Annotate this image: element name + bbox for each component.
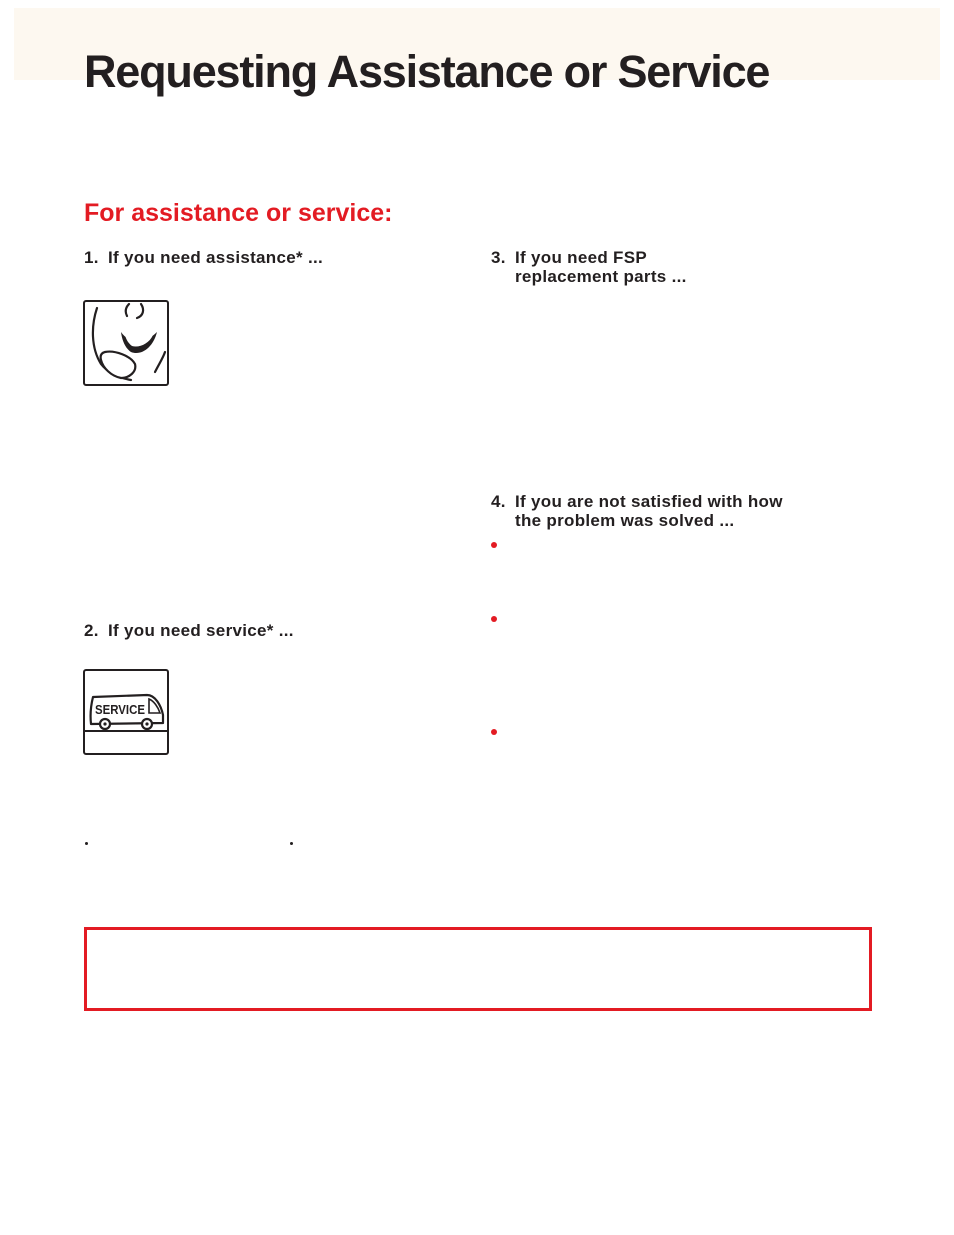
step-4-label-line2: the problem was solved ... [515, 511, 735, 530]
step-3-label-line1: If you need FSP [515, 248, 648, 267]
step-3-number: 3. [491, 248, 506, 267]
step-1-label: If you need assistance* ... [108, 248, 324, 267]
bullet-point [491, 729, 497, 735]
step-1-number: 1. [84, 248, 99, 267]
notice-box [84, 927, 872, 1011]
section-heading: For assistance or service: [84, 199, 393, 227]
list-dot [290, 842, 293, 845]
service-van-label: SERVICE [95, 702, 146, 717]
step-2-label: If you need service* ... [108, 621, 294, 640]
step-4-heading [491, 492, 783, 530]
bullet-point [491, 616, 497, 622]
step-1-heading [84, 248, 323, 267]
list-dot [85, 842, 88, 845]
step-3-label-line2: replacement parts ... [515, 267, 687, 286]
page-title: Requesting Assistance or Service [84, 46, 770, 97]
step-4-number: 4. [491, 492, 506, 511]
phone-smile-icon [83, 300, 169, 386]
step-4-label-line1: If you are not satisfied with how [515, 492, 783, 511]
service-van-icon [83, 669, 169, 755]
step-3-heading [491, 248, 687, 286]
step-2-heading [84, 621, 294, 640]
step-2-number: 2. [84, 621, 99, 640]
bullet-point [491, 542, 497, 548]
